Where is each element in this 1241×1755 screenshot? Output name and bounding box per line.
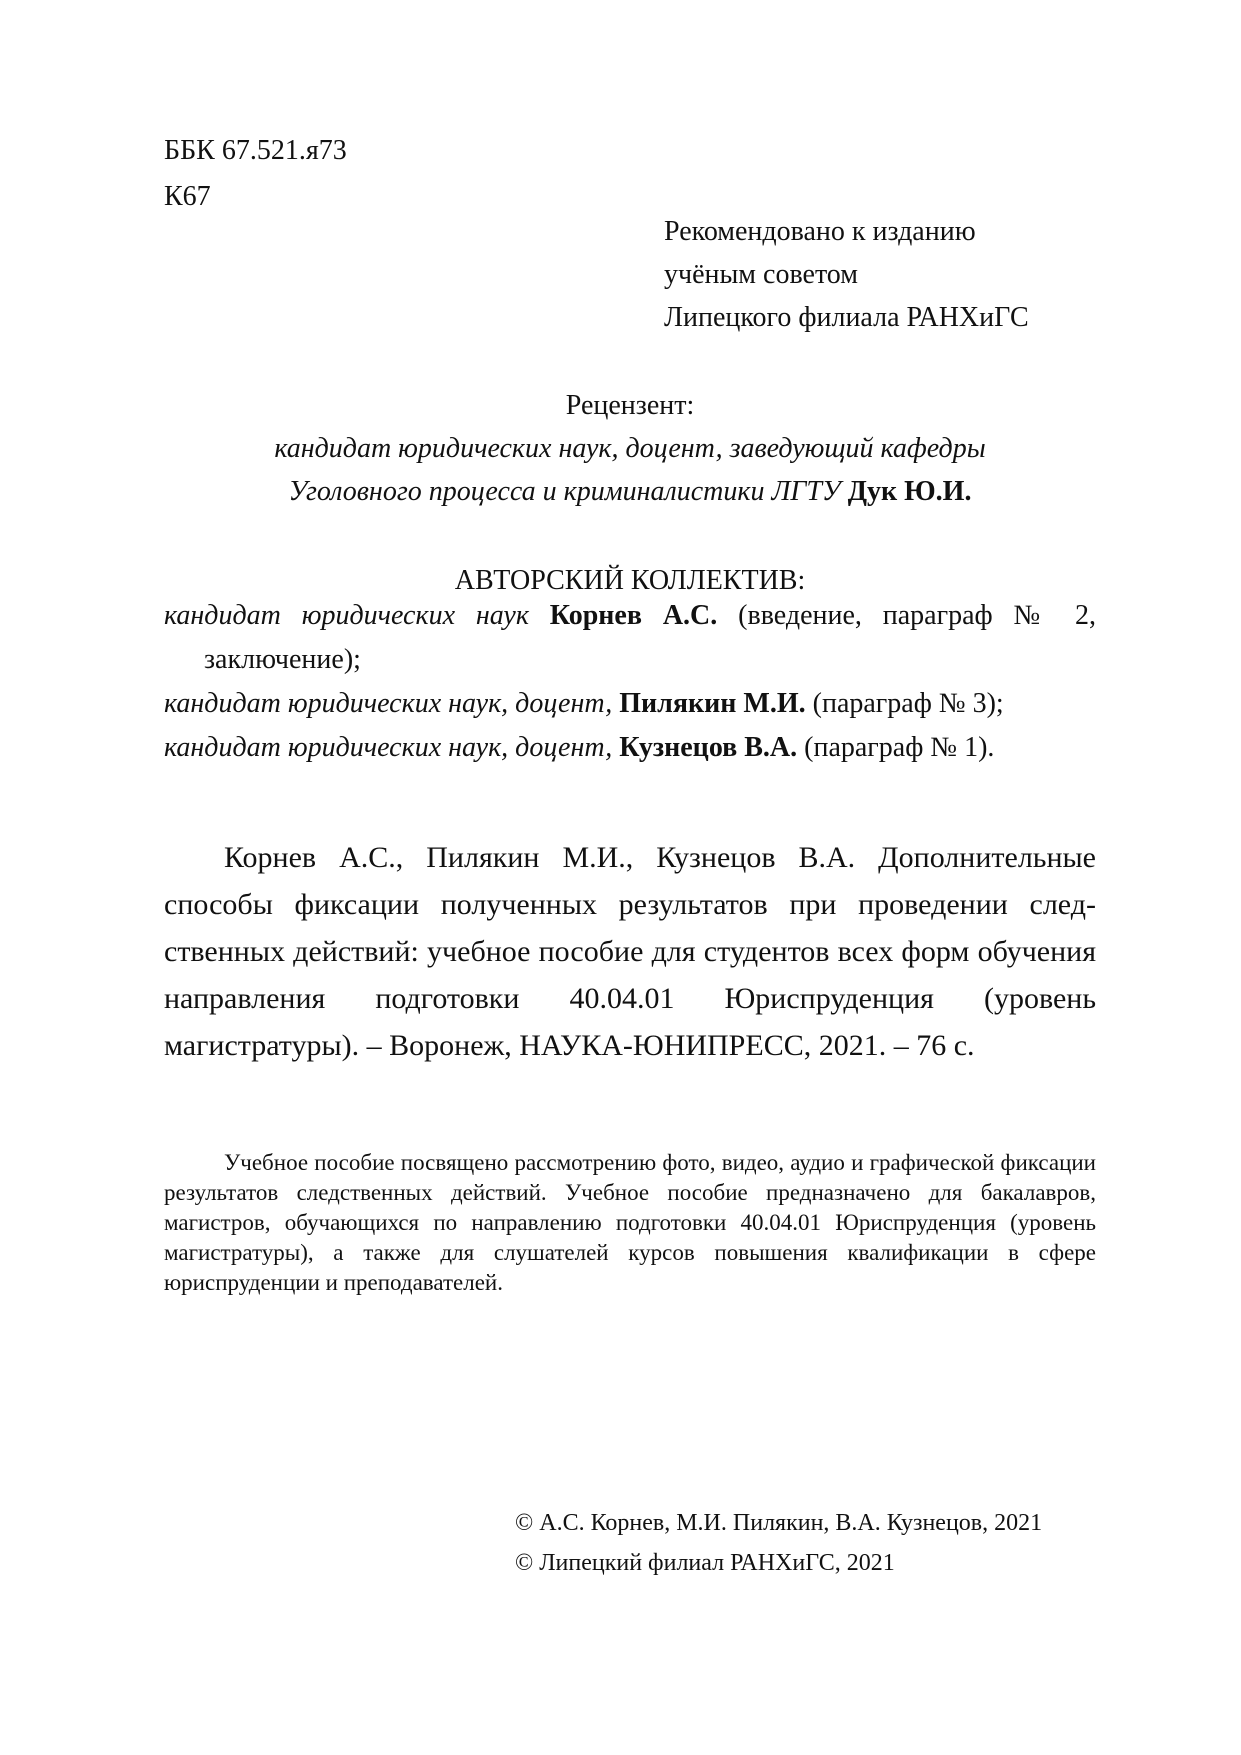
copyright-publisher: © Липецкий филиал РАНХиГС, 2021 [515, 1550, 895, 1576]
author-3-sections: (параграф № 1). [804, 732, 995, 763]
reviewer-label: Рецензент: [565, 390, 695, 421]
author-1-title: кандидат юридических наук [164, 600, 529, 631]
reviewer-title-line-2 [164, 470, 1096, 513]
author-1-sections: (введение, параграф № 2, [738, 600, 1096, 631]
reviewer-department: Уголовного процесса и криминалистики ЛГТУ [288, 476, 841, 507]
recommendation-block [664, 210, 1029, 339]
reviewer-block [164, 384, 1096, 513]
author-mark: К67 [164, 181, 211, 212]
author-2-name: Пилякин М.И. [619, 688, 806, 719]
author-1-sections-continued: заключение); [204, 644, 361, 675]
author-2-sections: (параграф № 3); [812, 688, 1004, 719]
bibliographic-description: Корнев А.С., Пилякин М.И., Кузнецов В.А. Дополнительные способы фиксации полученных результатов при проведении следственных действий: учебное пособие для студентов всех форм обучения направления подготовки 40.04.01 Юриспруденция (уровень магистратуры). – Воронеж, НАУКА-ЮНИПРЕСС, 2021. – 76 с. [164, 841, 1096, 1062]
author-entry-2 [164, 682, 1096, 726]
bbk-code: ББК 67.521.я73 [164, 135, 347, 166]
abstract-annotation: Учебное пособие посвящено рассмотрению фото, видео, аудио и графической фиксации результатов следственных действий. Учебное пособие предназначено для бакалавров, магистров, обучающихся по направлению подготовки 40.04.01 Юриспруденция (уровень магистратуры), а также для слушателей курсов повышения квалификации в сфере юриспруденции и преподавателей. [164, 1150, 1096, 1295]
authors-list [164, 594, 1096, 770]
recommendation-line-3: Липецкого филиала РАНХиГС [664, 302, 1029, 333]
authors-heading: АВТОРСКИЙ КОЛЛЕКТИВ: [454, 565, 806, 596]
reviewer-name: Дук Ю.И. [847, 476, 972, 507]
author-3-name: Кузнецов В.А. [619, 732, 798, 763]
copyright-block [515, 1503, 1042, 1583]
author-3-title: кандидат юридических наук, доцент, [164, 732, 613, 763]
author-entry-3 [164, 726, 1096, 770]
copyright-authors: © А.С. Корнев, М.И. Пилякин, В.А. Кузнецов, 2021 [515, 1510, 1043, 1536]
recommendation-line-1: Рекомендовано к изданию [664, 216, 976, 247]
reviewer-title-line-1: кандидат юридических наук, доцент, заведующий кафедры [274, 433, 986, 464]
author-1-name: Корнев А.С. [549, 600, 718, 631]
recommendation-line-2: учёным советом [664, 259, 858, 290]
author-2-title: кандидат юридических наук, доцент, [164, 688, 613, 719]
author-entry-1 [164, 594, 1096, 638]
classification-block [164, 128, 347, 220]
